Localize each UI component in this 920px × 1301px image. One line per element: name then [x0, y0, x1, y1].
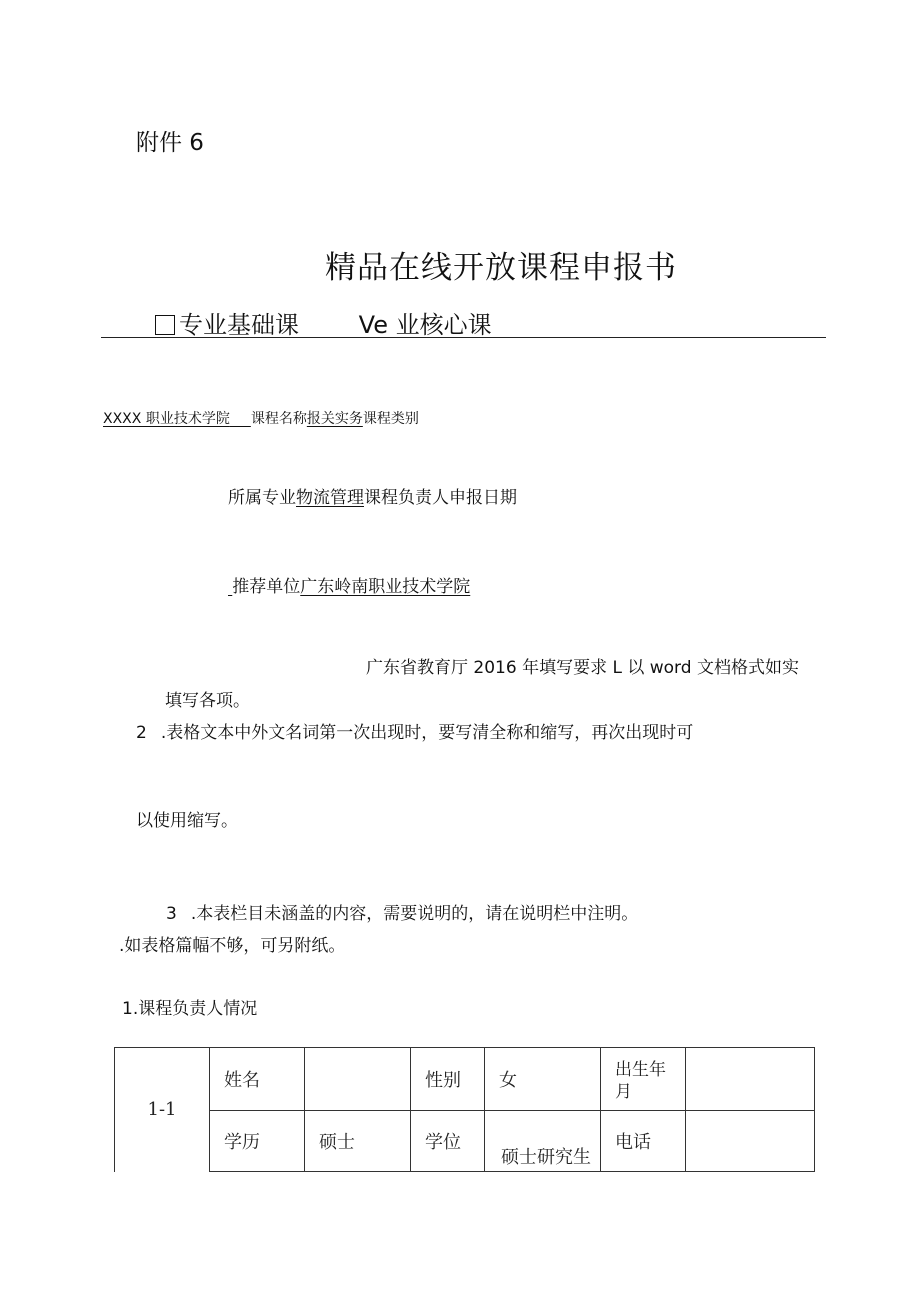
instruction-3 [166, 899, 638, 924]
info-line-3 [228, 572, 470, 597]
birth-label-cell: 出生年月 [601, 1048, 686, 1111]
course-type-option1: 专业基础课 [179, 311, 299, 339]
gender-value-cell[interactable]: 女 [485, 1048, 601, 1111]
instruction-3-number: 3 [166, 904, 177, 924]
course-type-option2: Ve 业核心课 [358, 311, 492, 339]
course-name-value: 报关实务 [306, 411, 363, 427]
row-id-cell: 1-1 [115, 1048, 210, 1172]
recommend-unit-value: 广东岭南职业技术学院 [300, 577, 471, 597]
instruction-2-cont: 以使用缩写。 [136, 811, 238, 831]
course-category-label: 课程类别 [362, 411, 419, 427]
checkbox-icon[interactable] [155, 315, 175, 335]
name-value-cell[interactable] [305, 1048, 411, 1111]
table-row [115, 1111, 815, 1172]
instruction-1: 广东省教育厅 2016 年填写要求 L 以 word 文档格式如实 [366, 658, 799, 678]
degree-label-cell: 学位 [411, 1111, 485, 1172]
course-leader-table [114, 1047, 815, 1172]
course-type-row [155, 305, 492, 340]
leader-date-label: 课程负责人申报日期 [364, 488, 517, 508]
phone-value-cell[interactable] [686, 1111, 815, 1172]
section-1-title: 1.课程负责人情况 [122, 999, 258, 1019]
instruction-2-number: 2 [136, 723, 147, 743]
divider [101, 337, 826, 338]
recommend-unit-label: 推荐单位 [232, 577, 301, 597]
instruction-2-text: .表格文本中外文名词第一次出现时，要写清全称和缩写，再次出现时可 [160, 723, 694, 743]
instruction-2 [136, 718, 693, 743]
document-title: 精品在线开放课程申报书 [325, 250, 677, 286]
birth-value-cell[interactable] [686, 1048, 815, 1111]
table-row [115, 1048, 815, 1111]
attachment-label: 附件 6 [136, 130, 204, 156]
school-name: XXXX 职业技术学院 [103, 411, 230, 427]
name-label-cell: 姓名 [210, 1048, 305, 1111]
info-line-2 [228, 483, 517, 508]
instruction-3-text: .本表栏目未涵盖的内容，需要说明的，请在说明栏中注明。 [190, 904, 639, 924]
gender-label-cell: 性别 [411, 1048, 485, 1111]
instruction-1-cont: 填写各项。 [165, 691, 250, 711]
course-name-label: 课程名称 [250, 411, 307, 427]
edu-value-cell[interactable]: 硕士 [305, 1111, 411, 1172]
instruction-4: .如表格篇幅不够，可另附纸。 [119, 936, 346, 956]
phone-label-cell: 电话 [601, 1111, 686, 1172]
edu-label-cell: 学历 [210, 1111, 305, 1172]
info-line-1 [103, 408, 419, 428]
major-label: 所属专业 [228, 488, 296, 508]
major-value: 物流管理 [296, 488, 364, 508]
degree-value-cell[interactable]: 硕士研究生 [485, 1111, 601, 1172]
